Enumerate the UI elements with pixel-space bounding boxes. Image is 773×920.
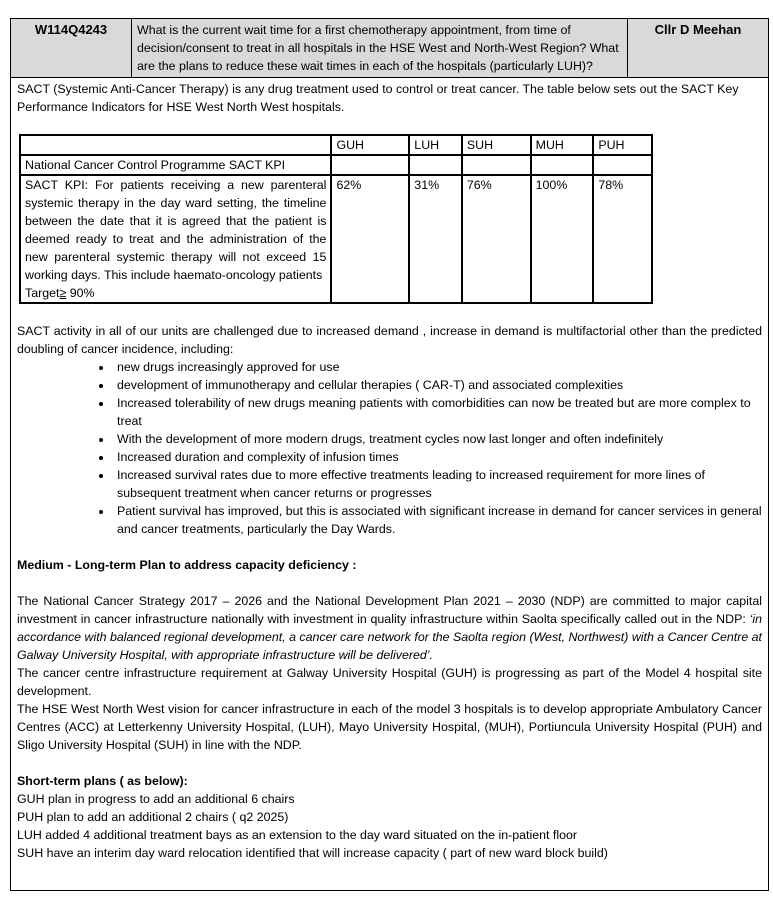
list-item: • Increased duration and complexity of infusion times — [113, 448, 762, 466]
medium-term-para2: The cancer centre infrastructure requirement at Galway University Hospital (GUH) is progressing as part of the Model 4 hospital site development. — [17, 666, 762, 698]
kpi-header-row — [20, 135, 652, 155]
kpi-values-row — [20, 175, 652, 303]
kpi-description: SACT KPI: For patients receiving a new parenteral systemic therapy in the day ward setting, the timeline between the date that it is agreed that the patient is deemed ready to treat and the administration of the new parenteral systemic therapy will not exceed 15 working days. This include haemato-oncology patients — [25, 178, 327, 282]
empty-cell — [409, 155, 462, 175]
short-term-line: SUH have an interim day ward relocation identified that will increase capacity ( part of new ward block build) — [17, 846, 608, 860]
col-puh: PUH — [593, 135, 652, 155]
empty-cell — [593, 155, 652, 175]
short-term-line: PUH plan to add an additional 2 chairs ( q2 2025) — [17, 810, 289, 824]
question-header-row — [11, 19, 768, 78]
demand-intro: SACT activity in all of our units are challenged due to increased demand , increase in demand is multifactorial other than the predicted doubling of cancer incidence, including: — [17, 324, 762, 356]
value-luh: 31% — [409, 175, 462, 303]
empty-cell — [531, 155, 594, 175]
kpi-description-cell — [20, 175, 331, 303]
medium-term-para3: The HSE West North West vision for cancer infrastructure in each of the model 3 hospitals is to develop appropriate Ambulatory Cancer Centres (ACC) at Letterkenny University Hospital, (LUH), Mayo University Hospital, (MUH), Portiuncula University Hospital (PUH) and Sligo University Hospital (SUH) in line with the NDP. — [17, 702, 762, 752]
list-item: • Increased survival rates due to more effective treatments leading to increased requirement for more lines of subsequent treatment when cancer returns or progresses — [113, 466, 762, 502]
col-guh: GUH — [331, 135, 409, 155]
intro-paragraph: SACT (Systemic Anti-Cancer Therapy) is any drug treatment used to control or treat cancer. The table below sets out the SACT Key Performance Indicators for HSE West North West hospitals. — [17, 82, 739, 114]
value-guh: 62% — [331, 175, 409, 303]
asked-by: Cllr D Meehan — [654, 22, 742, 37]
value-suh: 76% — [462, 175, 531, 303]
programme-label: National Cancer Control Programme SACT KPI — [20, 155, 331, 175]
ndp-quote: ‘in accordance with balanced regional development, a cancer care network for the Saolta region (West, Northwest) with a Cancer Centre at Galway University Hospital, with appropriate infrastructure will be delivered’. — [17, 612, 762, 662]
list-item: • Increased tolerability of new drugs meaning patients with comorbidities can now be treated but are more complex to treat — [113, 394, 762, 430]
kpi-programme-row — [20, 155, 652, 175]
list-item: • new drugs increasingly approved for use — [113, 358, 762, 376]
col-luh: LUH — [409, 135, 462, 155]
col-muh: MUH — [531, 135, 594, 155]
question-reference: W114Q4243 — [11, 19, 132, 77]
question-text: What is the current wait time for a first chemotherapy appointment, from time of decision/consent to treat in all hospitals in the HSE West and North-West Region? What are the plans to reduce these wait times in each of the hospitals (particularly LUH)? — [132, 19, 628, 77]
short-term-line: GUH plan in progress to add an additional 6 chairs — [17, 792, 295, 806]
short-term-heading: Short-term plans ( as below): — [17, 774, 188, 788]
kpi-header-blank — [20, 135, 331, 155]
kpi-target: Target≥ 90% — [25, 286, 95, 300]
list-item: • Patient survival has improved, but this is associated with significant increase in demand for cancer services in general and cancer treatments, particularly the Day Wards. — [113, 502, 762, 538]
medium-term-para1: The National Cancer Strategy 2017 – 2026 and the National Development Plan 2021 – 2030 (NDP) are committed to major capital investment in cancer infrastructure nationally with investment in quality infrastructure within Saolta specifically called out in the NDP: ‘in accordance with balanced regional development, a cancer care network for the Saolta region (West, Northwest) with a Cancer Centre at Galway University Hospital, with appropriate infrastructure will be delivered’. — [17, 594, 762, 662]
short-term-line: LUH added 4 additional treatment bays as an extension to the day ward situated on the in-patient floor — [17, 828, 577, 842]
value-muh: 100% — [531, 175, 594, 303]
empty-cell — [331, 155, 409, 175]
response-body — [11, 78, 768, 890]
pq-response-table — [10, 18, 769, 891]
medium-term-heading: Medium - Long-term Plan to address capacity deficiency : — [17, 558, 357, 572]
list-item: • development of immunotherapy and cellular therapies ( CAR-T) and associated complexities — [113, 376, 762, 394]
value-puh: 78% — [593, 175, 652, 303]
demand-factors-list — [17, 358, 762, 538]
sact-kpi-table — [19, 134, 653, 304]
empty-cell — [462, 155, 531, 175]
list-item: • With the development of more modern drugs, treatment cycles now last longer and often indefinitely — [113, 430, 762, 448]
col-suh: SUH — [462, 135, 531, 155]
